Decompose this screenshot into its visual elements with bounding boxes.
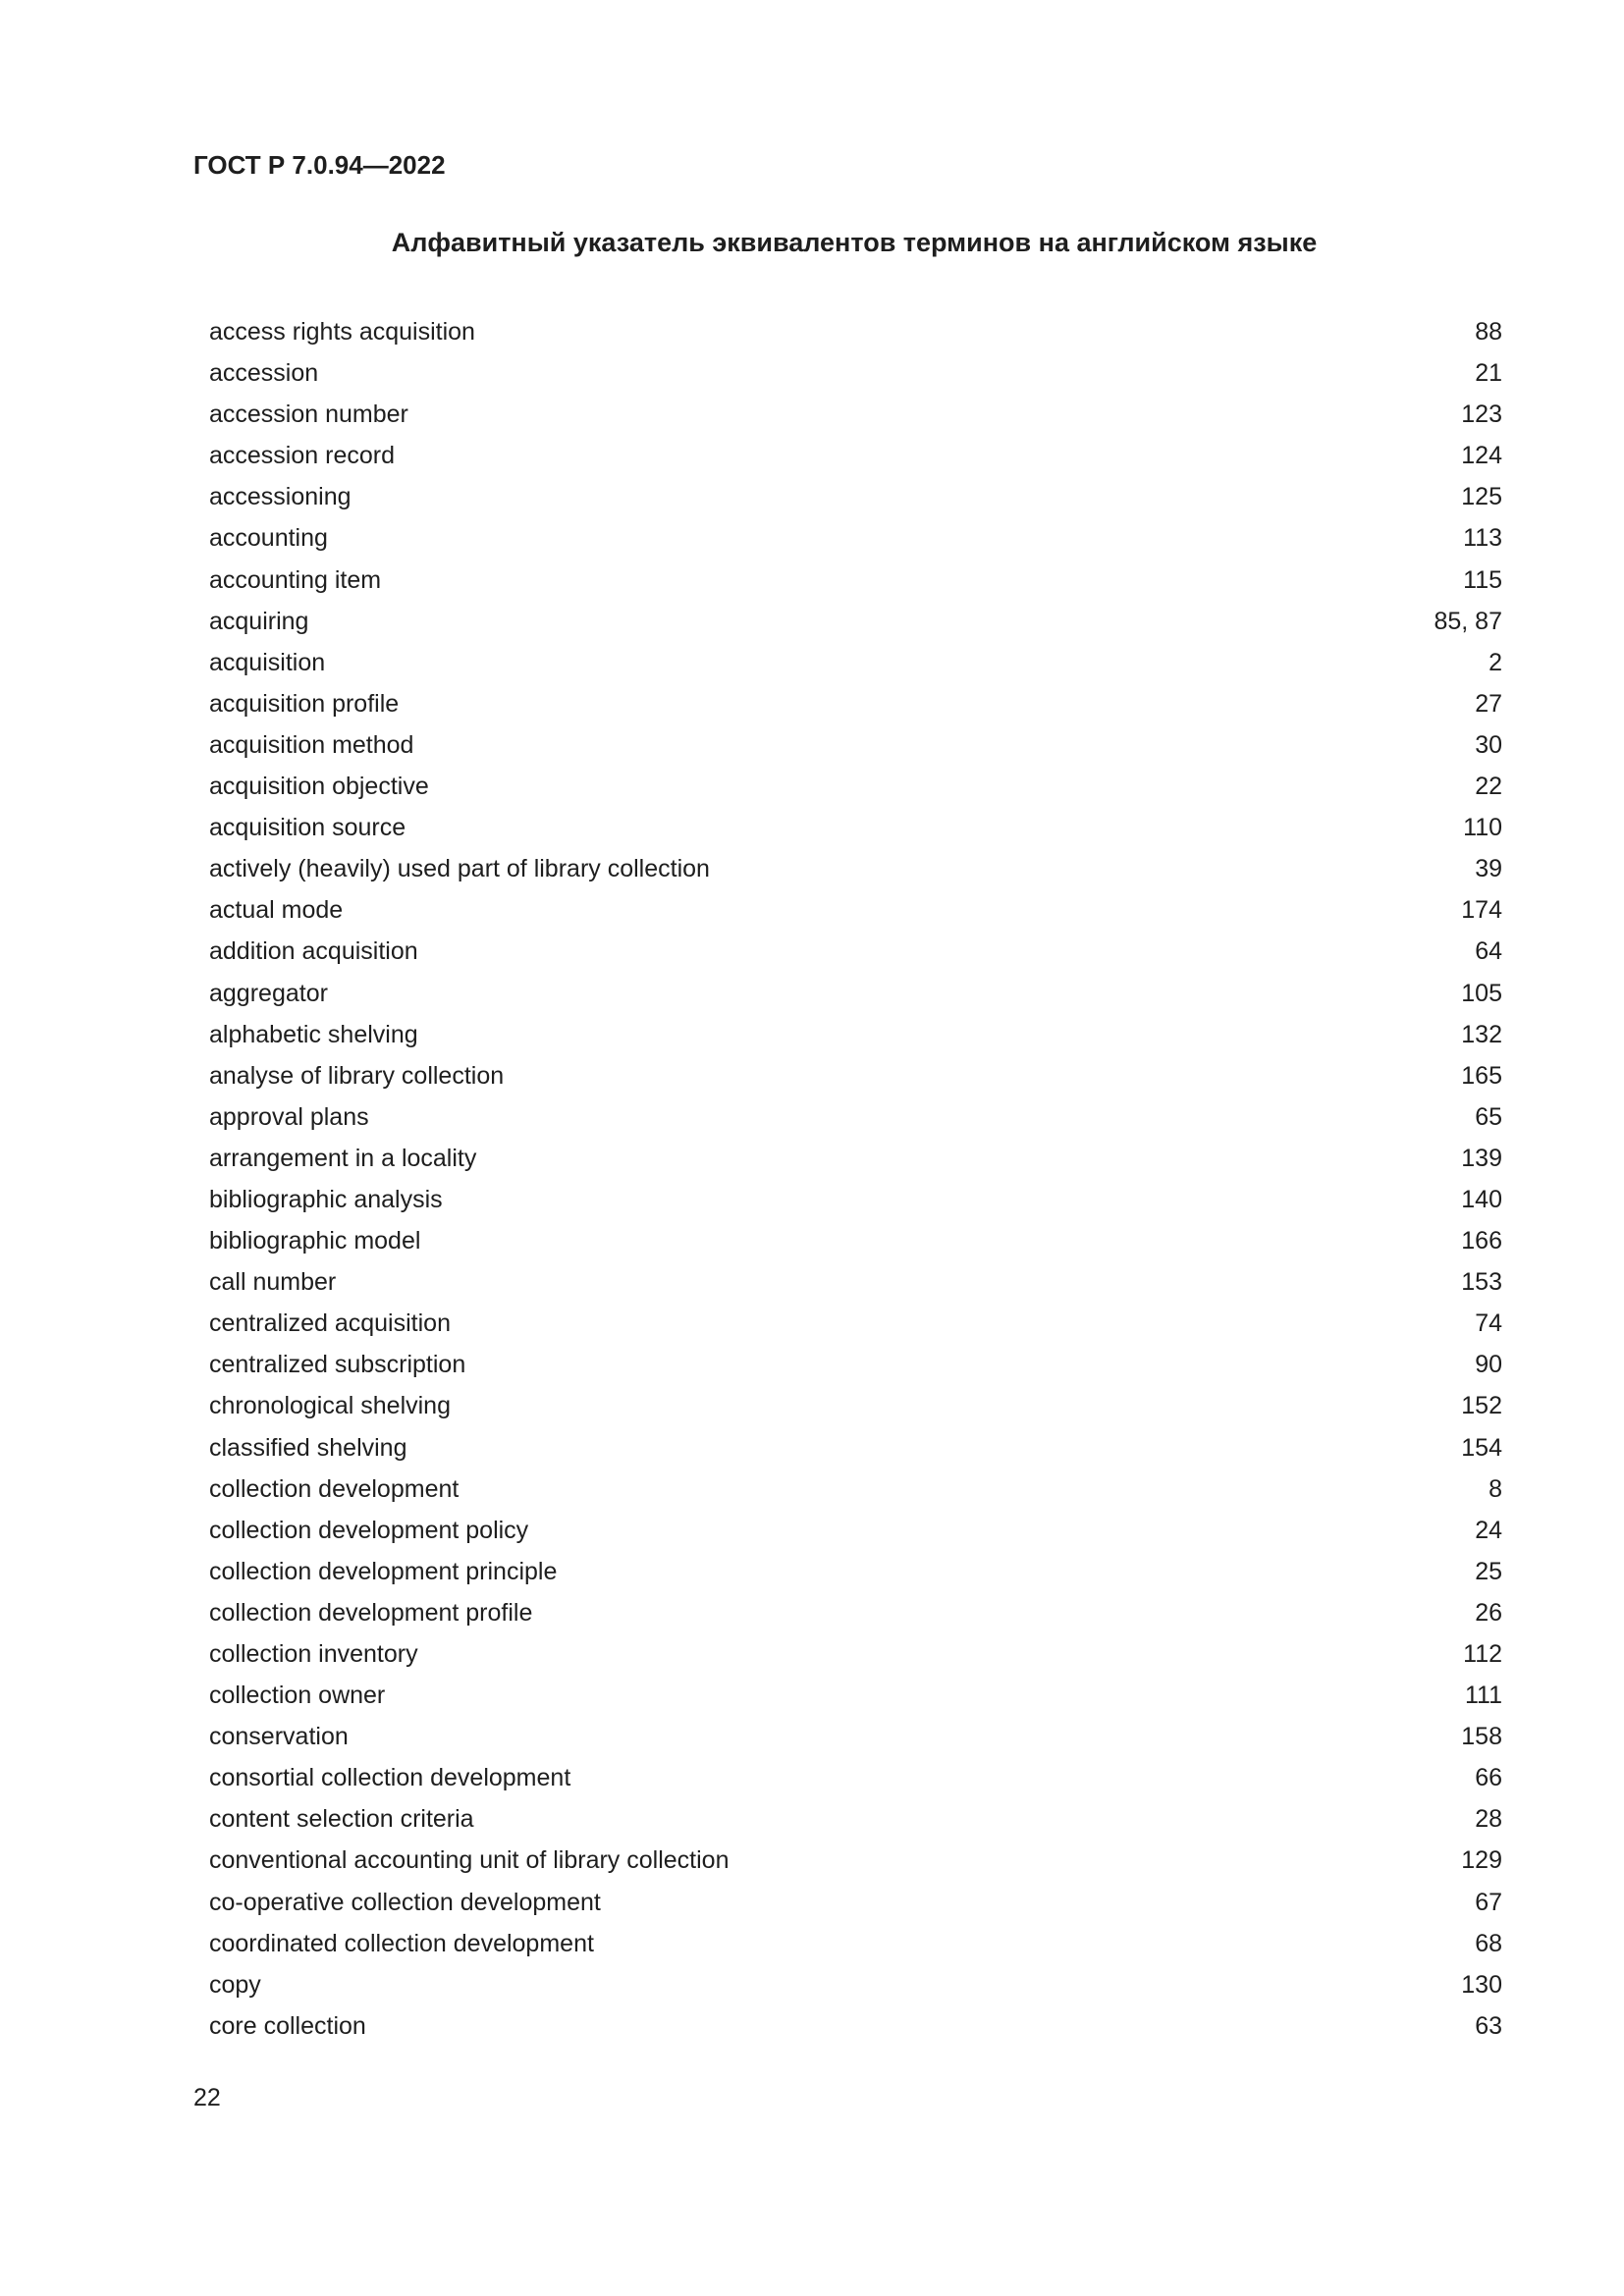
index-entry-term: accounting	[209, 524, 328, 553]
index-entry-term: accession number	[209, 400, 408, 429]
index-entry-reference: 165	[1461, 1061, 1502, 1090]
index-entry-reference: 74	[1475, 1309, 1502, 1338]
index-entry-reference: 21	[1475, 359, 1502, 388]
index-entry	[209, 517, 1502, 559]
page-number: 22	[193, 2084, 221, 2111]
index-entry-term: arrangement in a locality	[209, 1144, 477, 1172]
index-entry-term: call number	[209, 1268, 337, 1297]
index-entry-reference: 63	[1475, 2011, 1502, 2040]
index-entry	[209, 1510, 1502, 1551]
index-entry-term: actual mode	[209, 896, 344, 925]
index-entry	[209, 848, 1502, 889]
index-entry-term: centralized subscription	[209, 1351, 466, 1379]
index-entry-term: acquisition profile	[209, 689, 400, 718]
index-entry-reference: 24	[1475, 1516, 1502, 1544]
index-entry	[209, 1220, 1502, 1261]
index-entry-reference: 25	[1475, 1557, 1502, 1585]
index-entry-term: consortial collection development	[209, 1764, 571, 1792]
index-entry	[209, 1385, 1502, 1426]
index-entry-reference: 2	[1489, 648, 1502, 676]
index-entry	[209, 560, 1502, 601]
index-entry-term: copy	[209, 1970, 261, 1999]
index-entry-reference: 67	[1475, 1888, 1502, 1916]
index-entry	[209, 1633, 1502, 1675]
index-entry	[209, 973, 1502, 1014]
index-entry-reference: 30	[1475, 730, 1502, 759]
index-entry-term: bibliographic analysis	[209, 1185, 443, 1213]
index-entry-reference: 26	[1475, 1598, 1502, 1627]
index-entry	[209, 1468, 1502, 1510]
index-entry-reference: 132	[1461, 1020, 1502, 1048]
index-entry-reference: 22	[1475, 773, 1502, 801]
index-entry-term: co-operative collection development	[209, 1888, 601, 1916]
index-entry	[209, 1179, 1502, 1220]
index-entry	[209, 1303, 1502, 1344]
index-entry	[209, 1675, 1502, 1716]
index-entry-term: collection owner	[209, 1682, 386, 1710]
index-entry	[209, 889, 1502, 931]
index-entry-reference: 125	[1461, 483, 1502, 511]
term-index-list	[209, 311, 1502, 2047]
index-entry-term: collection development	[209, 1474, 460, 1503]
index-entry	[209, 352, 1502, 394]
index-entry	[209, 1964, 1502, 2005]
index-entry	[209, 724, 1502, 766]
index-entry-term: collection development profile	[209, 1598, 533, 1627]
index-entry-term: acquisition method	[209, 730, 414, 759]
index-entry-reference: 85, 87	[1434, 607, 1502, 635]
index-entry-reference: 88	[1475, 318, 1502, 346]
index-entry	[209, 2005, 1502, 2047]
index-entry-reference: 65	[1475, 1102, 1502, 1131]
index-entry-term: accession record	[209, 442, 395, 470]
index-entry	[209, 1096, 1502, 1138]
index-entry-reference: 68	[1475, 1929, 1502, 1957]
index-entry	[209, 394, 1502, 435]
index-entry-term: collection development policy	[209, 1516, 529, 1544]
index-entry-term: accession	[209, 359, 319, 388]
index-entry-reference: 111	[1464, 1682, 1502, 1710]
index-entry	[209, 1882, 1502, 1923]
index-entry-term: conservation	[209, 1723, 349, 1751]
index-entry-reference: 8	[1489, 1474, 1502, 1503]
index-entry-reference: 174	[1461, 896, 1502, 925]
index-entry-reference: 66	[1475, 1764, 1502, 1792]
index-entry	[209, 766, 1502, 807]
index-entry	[209, 601, 1502, 642]
index-entry-reference: 140	[1461, 1185, 1502, 1213]
index-entry-reference: 139	[1461, 1144, 1502, 1172]
index-entry-term: accessioning	[209, 483, 352, 511]
index-entry-term: acquisition source	[209, 814, 406, 842]
index-entry-term: addition acquisition	[209, 937, 418, 966]
index-entry-term: alphabetic shelving	[209, 1020, 418, 1048]
index-entry-reference: 90	[1475, 1351, 1502, 1379]
index-entry-reference: 166	[1461, 1227, 1502, 1255]
index-entry-reference: 112	[1463, 1640, 1502, 1668]
index-entry	[209, 1716, 1502, 1757]
index-entry-term: approval plans	[209, 1102, 369, 1131]
index-entry-term: core collection	[209, 2011, 366, 2040]
index-entry-term: accounting item	[209, 565, 382, 594]
index-entry-term: actively (heavily) used part of library collection	[209, 855, 710, 883]
index-entry	[209, 1840, 1502, 1881]
index-entry-reference: 28	[1475, 1805, 1502, 1834]
index-entry	[209, 1427, 1502, 1468]
index-entry-reference: 158	[1461, 1723, 1502, 1751]
index-entry-term: collection development principle	[209, 1557, 558, 1585]
index-entry-term: collection inventory	[209, 1640, 418, 1668]
index-entry	[209, 1138, 1502, 1179]
index-entry-reference: 110	[1463, 814, 1502, 842]
index-entry-reference: 152	[1461, 1392, 1502, 1420]
index-entry	[209, 1261, 1502, 1303]
index-entry-term: classified shelving	[209, 1433, 407, 1462]
index-entry	[209, 311, 1502, 352]
index-entry-reference: 124	[1461, 442, 1502, 470]
index-entry-reference: 39	[1475, 855, 1502, 883]
index-entry	[209, 642, 1502, 683]
index-entry	[209, 476, 1502, 517]
index-entry-term: chronological shelving	[209, 1392, 451, 1420]
index-entry-reference: 64	[1475, 937, 1502, 966]
index-title: Алфавитный указатель эквивалентов терминов на английском языке	[391, 228, 1318, 257]
index-entry	[209, 1014, 1502, 1055]
index-entry-term: bibliographic model	[209, 1227, 421, 1255]
index-entry	[209, 1551, 1502, 1592]
index-entry-term: access rights acquisition	[209, 318, 475, 346]
index-entry	[209, 1757, 1502, 1798]
index-entry	[209, 1344, 1502, 1385]
index-entry-term: aggregator	[209, 979, 328, 1007]
index-entry	[209, 931, 1502, 972]
index-entry-term: acquisition objective	[209, 773, 429, 801]
index-entry	[209, 807, 1502, 848]
index-entry	[209, 1055, 1502, 1096]
index-entry-term: acquisition	[209, 648, 326, 676]
index-entry-reference: 130	[1461, 1970, 1502, 1999]
index-entry	[209, 1592, 1502, 1633]
index-entry-reference: 113	[1463, 524, 1502, 553]
index-entry-term: conventional accounting unit of library collection	[209, 1846, 730, 1875]
index-entry-reference: 115	[1463, 565, 1502, 594]
index-entry-term: acquiring	[209, 607, 309, 635]
index-entry-reference: 154	[1461, 1433, 1502, 1462]
index-entry-reference: 27	[1475, 689, 1502, 718]
index-entry-term: content selection criteria	[209, 1805, 474, 1834]
index-entry-reference: 105	[1461, 979, 1502, 1007]
index-entry-reference: 153	[1461, 1268, 1502, 1297]
index-entry	[209, 683, 1502, 724]
index-entry-term: coordinated collection development	[209, 1929, 594, 1957]
index-entry-reference: 129	[1461, 1846, 1502, 1875]
index-entry	[209, 1798, 1502, 1840]
index-entry-reference: 123	[1461, 400, 1502, 429]
index-entry-term: centralized acquisition	[209, 1309, 451, 1338]
index-entry	[209, 1923, 1502, 1964]
index-entry-term: analyse of library collection	[209, 1061, 505, 1090]
index-entry	[209, 435, 1502, 476]
standard-code-header: ГОСТ Р 7.0.94—2022	[193, 150, 446, 180]
